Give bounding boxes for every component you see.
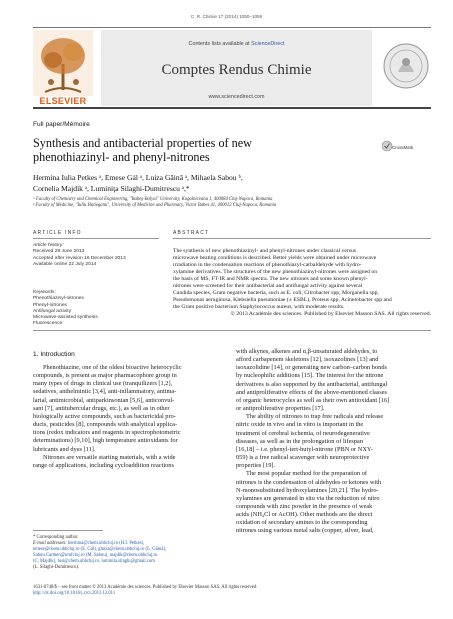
footnote-rule (33, 530, 103, 531)
body-line: The ability of nitrones to trap free radicals and release (246, 413, 384, 421)
abstract-line: xylamine derivatives. The structures of the new phenothiazinyl-nitrones were assigned on (173, 269, 378, 276)
abstract-heading: ABSTRACT (173, 230, 210, 236)
page-footer (33, 585, 431, 597)
affiliation-a: ᵃ Faculty of Chemistry and Chemical Engineering, "Babeş-Bolyai" University, Kogalniceanu 1, 400084 Cluj-Napoca, Romania (33, 197, 273, 202)
email-link[interactable]: (C. Majdik), lusi@chem.ubbcluj.ro, luminita.silaghi@gmail.com (33, 559, 155, 565)
body-line: Phenothiazine, one of the oldest bioactive heterocyclic (43, 364, 182, 371)
body-line: isoxazolidine [14], or generating new carbon–carbon bonds (236, 364, 387, 372)
sciencedirect-link[interactable]: ScienceDirect (251, 41, 285, 47)
body-line: ducts, pesticides [8], compounds with analytical applica- (33, 421, 178, 429)
body-line: nitrones using various metal salts (copper, silver, lead, (236, 527, 374, 535)
academie-seal-logo (381, 30, 431, 102)
body-line: sedatives, anthelmintic [3,4], anti-inflammatory, antima- (33, 388, 177, 396)
body-line: determinations) [9,10], high temperature antioxidants for (33, 437, 178, 445)
body-line: [16,18] – i.e. phenyl-tert-butyl-nitrone (PBN or NXY- (236, 445, 373, 453)
abstract-line: Candida species, Gram negative bacteria, such as E. coli, Citrobacter spp, Morganella spp, (173, 290, 379, 297)
article-type: Full paper/Mémoire (33, 121, 90, 128)
keyword-item: Phenothiazinyl-nitrones (33, 296, 84, 302)
footnote (33, 535, 233, 572)
body-line: 059) is a free radical scavenger with neuroprotective (236, 454, 370, 462)
keyword-item: Microwave-assisted synthesis (33, 315, 98, 321)
abstract-line: irradiation in the condensation reactions of phenothiazyl-carbaldehyde with hydro- (173, 262, 362, 269)
body-line: biologically active compounds, such as bactericidal pro- (33, 412, 176, 420)
header-top-rule (33, 27, 431, 28)
received-date: Received 28 June 2013 (33, 249, 85, 255)
body-line: nitric oxide in vivo and in vitro is important in the (236, 421, 364, 429)
contents-available-line (101, 41, 372, 47)
email-link[interactable]: emese@chem.ubbcluj.ro (E. Gál), gluiza@chem.ubbcluj.ro (L. Găină), (33, 547, 167, 553)
body-line: N-monosubstituted hydroxylamines [20,21]. The hydro- (236, 486, 379, 494)
header-bottom-rule (33, 107, 431, 109)
authors-line-1: Hermina Iulia Petkes ᵃ, Emese Gál ᵃ, Luiza Găină ᵃ, Mihaela Sabou ᵇ, (33, 173, 243, 182)
body-line: larial, antimicrobial, antiparkinsonian [5,6], anticonvul- (33, 396, 175, 404)
keyword-item: Antifungal activity (33, 308, 72, 314)
abstract-line: the basis of MS, FT-IR and NMR spectra. The new nitrones and some known phenyl- (173, 276, 368, 283)
body-line: Nitrones are versatile starting materials, with a wide (43, 453, 176, 461)
body-line: many types of drugs in clinical use (tranquilizers [1,2], (33, 380, 173, 388)
front-matter-line: 1631-0748/$ – see front matter © 2013 Académie des sciences. Published by Elsevier Masson SAS. All rights reserved. (33, 585, 258, 590)
abstract-line: Pseudomonas aeruginosa, Klebsiella pneumoniae (± ESBL), Proteus spp, Acinetobacter spp and (173, 297, 392, 304)
right-column (236, 348, 432, 536)
body-line: xylamines are generated in situ via the reduction of nitro (236, 494, 380, 502)
body-line: tions (redox indicators and reagents in spectrophotometric (33, 429, 181, 437)
body-line: by nucleophilic additions [15]. The interest for the nitrone (236, 372, 384, 380)
abstract-line: nitrones were screened for their antibacterial and antifungal activity against several (173, 283, 363, 290)
contents-prefix: Contents lists available at (188, 41, 252, 47)
history-label: Article history: (33, 243, 64, 248)
body-line: oxidation of secondary amines to the corresponding (236, 519, 368, 527)
title-line-1: Synthesis and antibacterial properties of new (33, 136, 252, 150)
corresponding-author-note: * Corresponding author. (33, 535, 79, 540)
doi-link[interactable]: http://dx.doi.org/10.1016/j.crci.2013.12.011 (33, 591, 116, 597)
journal-reference: C. R. Chimie 17 (2014) 1050–1056 (190, 14, 263, 19)
elsevier-tree-logo (33, 30, 93, 96)
body-line: properties [19]. (236, 462, 276, 470)
article-title (33, 136, 363, 164)
body-line: and antiproliferative effects of the above-mentioned classes (236, 388, 388, 396)
body-line: compounds with zinc powder in the presence of weak (236, 502, 373, 510)
left-column (33, 364, 229, 470)
article-info-heading: ARTICLE INFO (33, 230, 82, 236)
body-line: of organic heterocycles as well as their own antioxidant [16] (236, 396, 390, 404)
email-link[interactable]: Sabou.Carmen@umfcluj.ro (M. Sabou), majdik@chem.ubbcluj.ro (33, 553, 158, 559)
journal-url[interactable]: www.sciencedirect.com (208, 94, 265, 100)
body-line: diseases, as well as in the prolongation of lifespan (236, 437, 364, 445)
elsevier-wordmark: ELSEVIER (39, 96, 87, 106)
article-history (33, 243, 163, 268)
body-line: or antiproliferative properties [17]. (236, 405, 325, 413)
crossmark-label[interactable]: CrossMark (392, 145, 414, 150)
body-line: compounds, is present as major pharmacophore group in (33, 372, 177, 380)
section-heading-introduction: 1. Introduction (33, 351, 75, 358)
body-line: range of applications, including cycloaddition reactions (33, 461, 174, 469)
email-link[interactable]: hermina@chem.ubbcluj.ro (H.I. Petkes), (67, 541, 145, 547)
authors-line-2: Cornelia Majdik ᵃ, Luminiţa Silaghi-Dumitrescu ᵃ,* (33, 184, 190, 193)
abstract-bottom-rule (33, 330, 431, 331)
email-line-end: (L. Silaghi-Dumitrescu). (33, 565, 80, 571)
article-info-rule (33, 238, 159, 239)
body-line: treatment of cerebral ischemia, of neurodegenerative (236, 429, 370, 437)
email-label: E-mail addresses: (33, 541, 68, 547)
abstract-line: The synthesis of new phenothiazinyl- and phenyl-nitrones under classical versus (173, 248, 357, 254)
abstract-copyright: © 2013 Académie des sciences. Published by Elsevier Masson SAS. All rights reserved. (230, 311, 431, 318)
abstract-line: the Gram positive bacterium Staphylococcus aureus, with moderate results. (173, 304, 345, 311)
body-line: nitrones is the condensation of aldehydes or ketones with (236, 478, 382, 486)
keyword-item: Fluorescence (33, 321, 63, 327)
keyword-item: Phenyl-nitrones (33, 302, 67, 308)
abstract-rule (173, 238, 431, 239)
body-line: derivatives is also supported by the antibacterial, antifungal (236, 380, 388, 388)
affiliations (33, 197, 428, 209)
body-line: afford carbapenem skeletons [12], isoxazolines [13] and (236, 356, 379, 364)
body-line: with alkynes, alkenes and α,β-unsaturated aldehydes, to (236, 348, 378, 355)
keywords-label: Keywords: (33, 290, 56, 295)
body-line: The most popular method for the preparation of (246, 470, 368, 478)
author-list (33, 172, 428, 194)
accepted-date: Accepted after revision 16 December 2013 (33, 255, 126, 261)
online-date: Available online 22 July 2014 (33, 261, 97, 267)
body-line: acids (NH₄Cl or AcOH). Other methods are the direct (236, 511, 373, 519)
journal-title: Comptes Rendus Chimie (161, 62, 312, 78)
title-line-2: phenothiazinyl- and phenyl-nitrones (33, 150, 210, 164)
affiliation-b: ᵇ Faculty of Medicine, "Iuliu Hatieganu", University of Medicine and Pharmacy, Victor Babes 41, 400012 Cluj-Napoca, Romania (33, 203, 277, 209)
abstract-line: microwave heating conditions is described. Better yields were obtained under microwave (173, 255, 377, 262)
abstract-body (173, 248, 431, 318)
body-line: lubricants and dyes [11]. (33, 445, 96, 453)
keywords-block (33, 290, 163, 328)
body-line: sant [7], antitubercular drugs, etc.), as well as in other (33, 404, 170, 412)
